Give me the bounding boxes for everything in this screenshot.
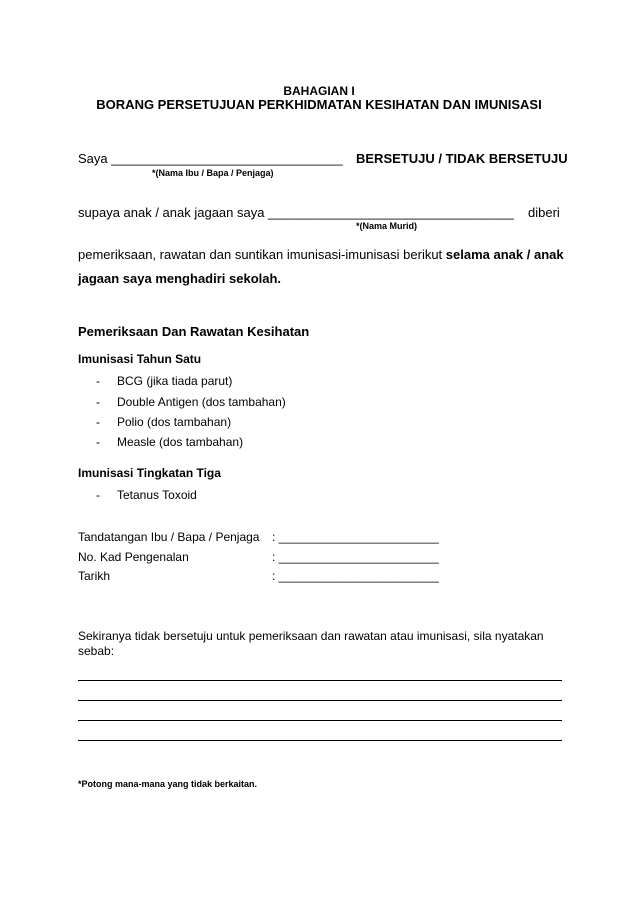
reason-line[interactable] (78, 680, 562, 681)
date-label: Tarikh (78, 569, 111, 583)
signature-label: Tandatangan Ibu / Bapa / Penjaga (78, 530, 260, 544)
student-name-note: *(Nama Murid) (356, 221, 418, 231)
consent-line-3-normal: pemeriksaan, rawatan dan suntikan imunisasi-imunisasi berikut (78, 247, 443, 262)
reason-line[interactable] (78, 720, 562, 721)
parent-name-note: *(Nama Ibu / Bapa / Penjaga) (152, 168, 274, 178)
list-item: Tetanus Toxoid (117, 488, 197, 502)
agree-disagree-text: BERSETUJU / TIDAK BERSETUJU (356, 151, 568, 166)
form-title: BORANG PERSETUJUAN PERKHIDMATAN KESIHATAN DAN IMUNISASI (96, 97, 542, 112)
bullet-dash: - (96, 488, 100, 502)
reason-text-line-1: Sekiranya tidak bersetuju untuk pemeriksaan dan rawatan atau imunisasi, sila nyatakan (78, 629, 544, 643)
parent-name-line: Saya ________________________________ (78, 151, 343, 166)
bullet-dash: - (96, 374, 100, 388)
ic-number-label: No. Kad Pengenalan (78, 550, 189, 564)
student-name-line: supaya anak / anak jagaan saya __________________________________ (78, 205, 514, 220)
bullet-dash: - (96, 395, 100, 409)
consent-line-3 (78, 247, 564, 262)
date-field[interactable]: : ________________________ (272, 569, 439, 583)
consent-line-3-bold: selama anak / anak (445, 247, 564, 262)
section-label: BAHAGIAN I (283, 84, 355, 98)
signature-field[interactable]: : ________________________ (272, 530, 439, 544)
reason-line[interactable] (78, 740, 562, 741)
footnote: *Potong mana-mana yang tidak berkaitan. (78, 779, 258, 789)
group-title-form-three: Imunisasi Tingkatan Tiga (78, 466, 221, 480)
group-title-year-one: Imunisasi Tahun Satu (78, 352, 202, 366)
services-heading: Pemeriksaan Dan Rawatan Kesihatan (78, 324, 310, 339)
consent-line-4: jagaan saya menghadiri sekolah. (78, 271, 282, 286)
ic-number-field[interactable]: : ________________________ (272, 550, 439, 564)
list-item: Double Antigen (dos tambahan) (117, 395, 286, 409)
reason-text-line-2: sebab: (78, 644, 115, 658)
diberi-text: diberi (528, 205, 560, 220)
bullet-dash: - (96, 435, 100, 449)
reason-line[interactable] (78, 700, 562, 701)
list-item: Polio (dos tambahan) (117, 415, 232, 429)
list-item: BCG (jika tiada parut) (117, 374, 233, 388)
bullet-dash: - (96, 415, 100, 429)
list-item: Measle (dos tambahan) (117, 435, 244, 449)
